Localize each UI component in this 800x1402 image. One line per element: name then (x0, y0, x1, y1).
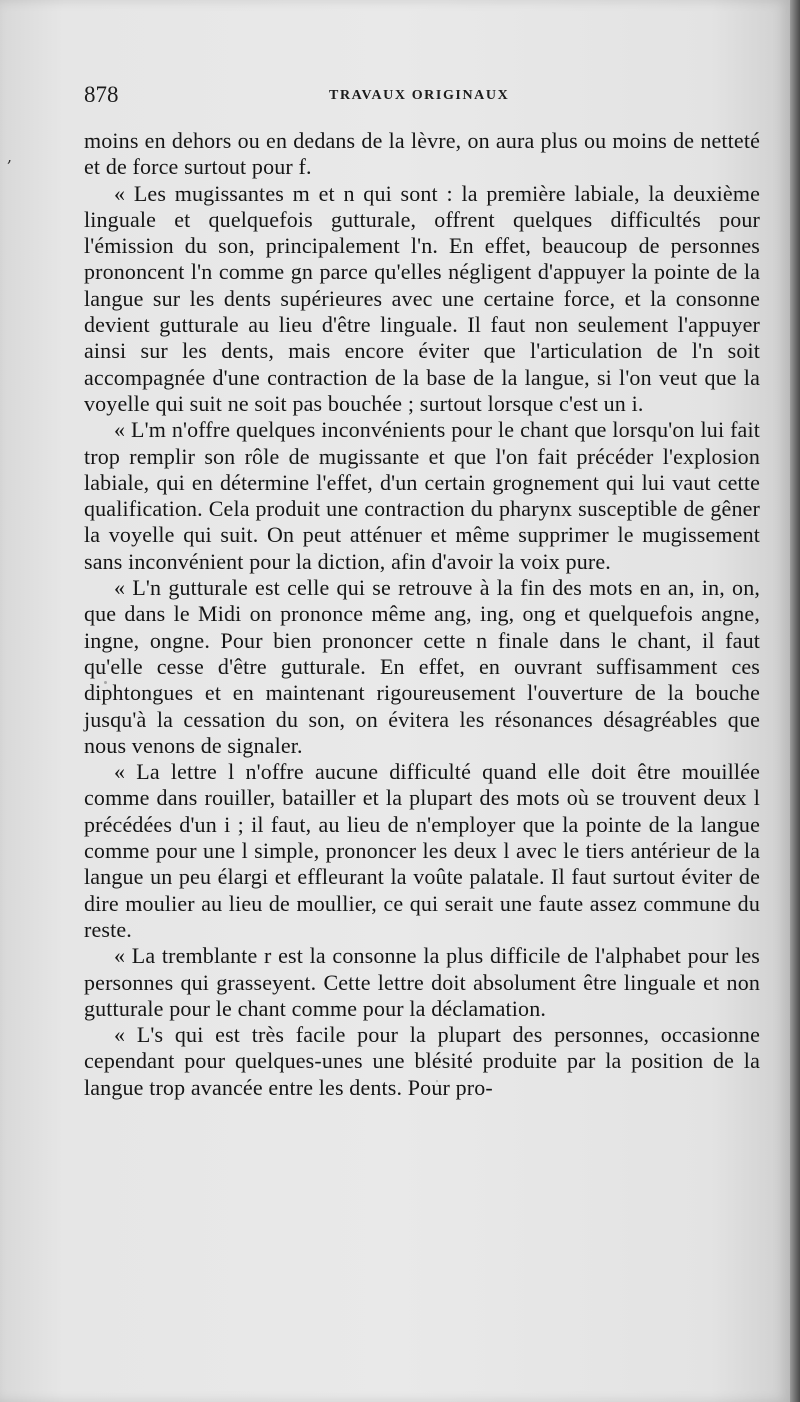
running-head: TRAVAUX ORIGINAUX (329, 88, 510, 103)
paragraph-6: « La tremblante r est la consonne la plus difficile de l'alphabet pour les personnes qui grasseyent. Cette lettre doit absolument être linguale et non gutturale pour le chant comme pour la déclamation. (84, 943, 760, 1021)
scan-speck (104, 681, 107, 684)
scan-speck (436, 1080, 438, 1082)
paragraph-4: « L'n gutturale est celle qui se retrouve à la fin des mots en an, in, on, que dans le Midi on prononce même ang, ing, ong et quelquefois angne, ingne, ongne. Pour bien prononcer cette n finale dans le chant, il faut qu'elle cesse d'être gutturale. En effet, en ouvrant suffisamment ces diphtongues et en maintenant rigoureusement l'ouverture de la bouche jusqu'à la cessation du son, on évitera les résonances désagréables que nous venons de signaler. (84, 575, 760, 758)
margin-mark: , (7, 147, 13, 166)
paragraph-7: « L's qui est très facile pour la plupart des personnes, occasionne cependant pour quelques-unes une blésité produite par la position de la langue trop avancée entre les dents. Pour pro- (84, 1022, 760, 1100)
paragraph-2: « Les mugissantes m et n qui sont : la première labiale, la deuxième linguale et quelquefois gutturale, offrent quelques difficultés pour l'émission du son, principalement l'n. En effet, beaucoup de personnes prononcent l'n comme gn parce qu'elles négligent d'appuyer la pointe de la langue sur les dents supérieures avec une certaine force, et la consonne devient gutturale au lieu d'être linguale. Il faut non seulement l'appuyer ainsi sur les dents, mais encore éviter que l'articulation de l'n soit accompagnée d'une contraction de la base de la langue, si l'on veut que la voyelle qui suit ne soit pas bouchée ; surtout lorsque c'est un i. (84, 180, 760, 416)
page-edge-shadow (790, 0, 800, 1402)
paragraph-3: « L'm n'offre quelques inconvénients pour le chant que lorsqu'on lui fait trop remplir son rôle de mugissante et que l'on fait précéder l'explosion labiale, qui en détermine l'effet, d'un certain grognement qui lui vaut cette qualification. Cela produit une contraction du pharynx susceptible de gêner la voyelle qui suit. On peut atténuer et même supprimer le mugissement sans inconvénient pour la diction, afin d'avoir la voix pure. (84, 417, 760, 574)
paragraph-1: moins en dehors ou en dedans de la lèvre, on aura plus ou moins de netteté et de force surtout pour f. (84, 128, 760, 180)
page-number: 878 (84, 82, 119, 107)
paragraph-5: « La lettre l n'offre aucune difficulté quand elle doit être mouillée comme dans rouiller, batailler et la plupart des mots où se trouvent deux l précédées d'un i ; il faut, au lieu de n'employer que la pointe de la langue comme pour une l simple, prononcer les deux l avec le tiers antérieur de la langue un peu élargi et effleurant la voûte palatale. Il faut surtout éviter de dire moulier au lieu de moullier, ce qui serait une faute assez commune du reste. (84, 759, 760, 942)
body-text (84, 128, 760, 1101)
page-header (84, 82, 756, 112)
